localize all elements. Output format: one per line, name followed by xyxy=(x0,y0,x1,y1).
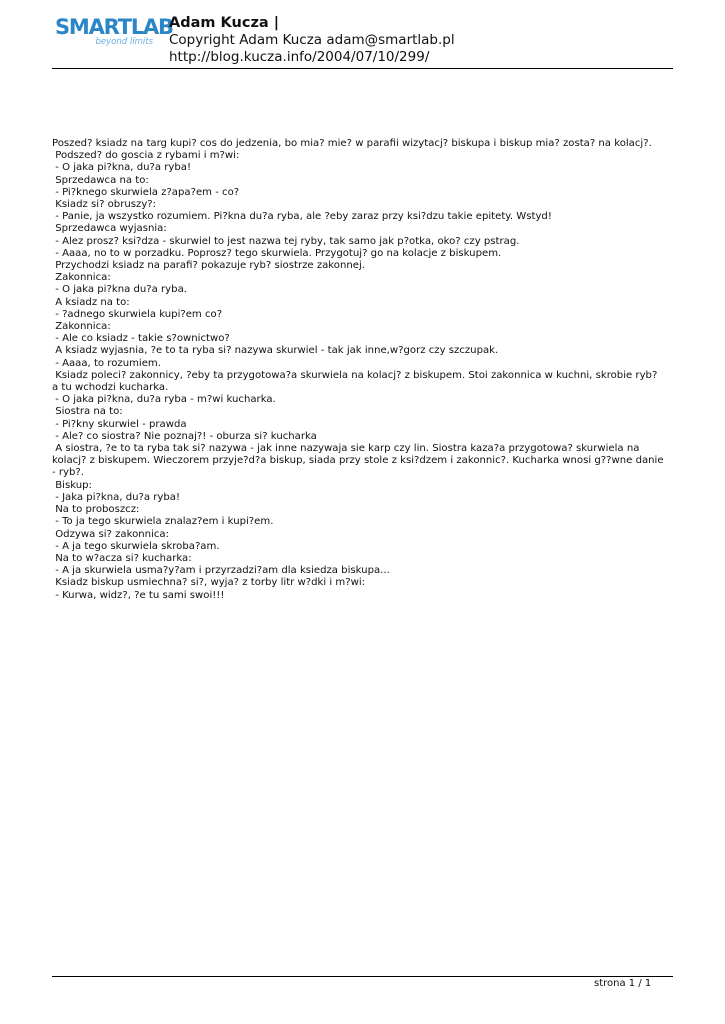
body-line: - A ja skurwiela usma?y?am i przyrzadzi?am dla ksiedza biskupa... xyxy=(52,565,390,577)
body-line: Sprzedawca na to: xyxy=(52,174,149,186)
body-line: - O jaka pi?kna du?a ryba. xyxy=(52,284,187,296)
page-number: strona 1 / 1 xyxy=(594,978,652,989)
page-title: Adam Kucza | xyxy=(169,15,280,31)
body-line: Sprzedawca wyjasnia: xyxy=(52,223,167,235)
body-line: - O jaka pi?kna, du?a ryba - m?wi kucharka. xyxy=(52,394,276,406)
body-line: A siostra, ?e to ta ryba tak si? nazywa - jak inne nazywaja sie karp czy lin. Siostra kaza?a przygotowa? skurwiela na kolacj? z biskupem. Wieczorem przyje?d?a biskup, siada przy stole z ksi?dzem i zakonnic?. Kucharka wnosi g??wne danie - ryb?. xyxy=(52,443,667,479)
body-line: - Jaka pi?kna, du?a ryba! xyxy=(52,491,181,503)
body-line: Poszed? ksiadz na targ kupi? cos do jedzenia, bo mia? mie? w parafii wizytacj? biskupa i biskup mia? zosta? na kolacj?. xyxy=(52,138,652,149)
body-line: Zakonnica: xyxy=(52,272,111,284)
body-line: - ?adnego skurwiela kupi?em co? xyxy=(52,308,223,320)
body-line: - Kurwa, widz?, ?e tu sami swoi!!! xyxy=(52,589,225,601)
source-url: http://blog.kucza.info/2004/07/10/299/ xyxy=(169,49,430,65)
page-header xyxy=(169,15,455,66)
body-line: - A ja tego skurwiela skroba?am. xyxy=(52,540,220,552)
body-line: - Alez prosz? ksi?dza - skurwiel to jest nazwa tej ryby, tak samo jak p?otka, oko? czy pstrag. xyxy=(52,235,520,247)
body-line: - O jaka pi?kna, du?a ryba! xyxy=(52,162,192,174)
smartlab-logo xyxy=(55,15,173,48)
body-line: - Ale co ksiadz - takie s?ownictwo? xyxy=(52,333,230,345)
article-body xyxy=(52,138,667,602)
body-line: - Panie, ja wszystko rozumiem. Pi?kna du?a ryba, ale ?eby zaraz przy ksi?dzu takie epitety. Wstyd! xyxy=(52,211,552,223)
header-divider xyxy=(52,68,673,69)
body-line: - Aaaa, to rozumiem. xyxy=(52,357,161,369)
footer-divider xyxy=(52,976,673,977)
body-line: - Pi?kny skurwiel - prawda xyxy=(52,418,187,430)
body-line: A ksiadz wyjasnia, ?e to ta ryba si? nazywa skurwiel - tak jak inne,w?gorz czy szczupak. xyxy=(52,345,499,357)
logo-brand: SMARTLAB xyxy=(55,15,173,39)
body-line: Na to proboszcz: xyxy=(52,504,140,516)
body-line: - Aaaa, no to w porzadku. Poprosz? tego skurwiela. Przygotuj? go na kolacje z biskupem. xyxy=(52,247,502,259)
body-line: Siostra na to: xyxy=(52,406,123,418)
body-line: Na to w?acza si? kucharka: xyxy=(52,552,192,564)
body-line: A ksiadz na to: xyxy=(52,296,130,308)
body-line: - Ale? co siostra? Nie poznaj?! - oburza si? kucharka xyxy=(52,430,317,442)
body-line: - Pi?knego skurwiela z?apa?em - co? xyxy=(52,186,240,198)
body-line: Ksiadz poleci? zakonnicy, ?eby ta przygotowa?a skurwiela na kolacj? z biskupem. Stoi zakonnica w kuchni, skrobie ryb? a tu wchodzi kucharka. xyxy=(52,369,661,394)
body-line: Biskup: xyxy=(52,479,92,491)
body-line: Podszed? do goscia z rybami i m?wi: xyxy=(52,150,240,162)
logo-tagline: beyond limits xyxy=(95,37,153,47)
copyright-line: Copyright Adam Kucza adam@smartlab.pl xyxy=(169,32,455,48)
body-line: Przychodzi ksiadz na parafi? pokazuje ryb? siostrze zakonnej. xyxy=(52,260,365,272)
body-line: - To ja tego skurwiela znalaz?em i kupi?em. xyxy=(52,516,274,528)
body-line: Odzywa si? zakonnica: xyxy=(52,528,169,540)
body-line: Zakonnica: xyxy=(52,321,111,333)
body-line: Ksiadz biskup usmiechna? si?, wyja? z torby litr w?dki i m?wi: xyxy=(52,577,366,589)
body-line: Ksiadz si? obruszy?: xyxy=(52,199,157,211)
